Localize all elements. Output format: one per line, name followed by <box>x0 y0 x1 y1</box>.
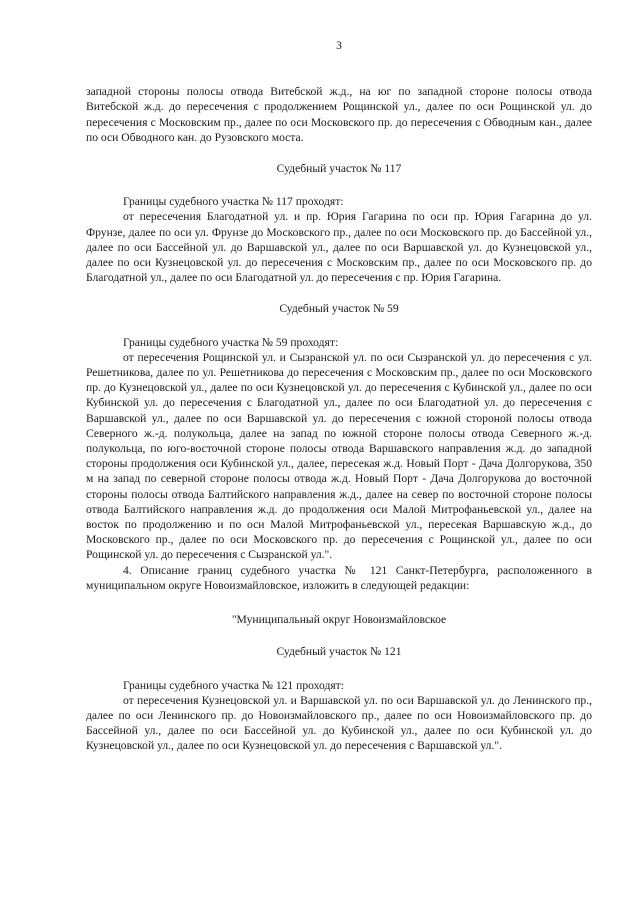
section-117-heading: Судебный участок № 117 <box>276 162 402 176</box>
document-page <box>86 38 592 754</box>
section-121-body: от пересечения Кузнецовской ул. и Варшавской ул. по оси Варшавской ул. до Ленинского пр., далее по оси Ленинского пр. до Новоизмайловского пр., далее по оси Новоизмайловского пр. до Бассейной ул., далее по оси Бассейной ул. до Кубинской ул., далее по оси Кубинской ул. до Кузнецовской ул., далее по оси Кузнецовской ул. до пересечения с Варшавской ул.". <box>86 693 592 753</box>
section-117-body: от пересечения Благодатной ул. и пр. Юрия Гагарина по оси пр. Юрия Гагарина до ул. Фрунзе, далее по оси ул. Фрунзе до Московского пр., далее по оси Московского пр. до Бассейной ул., далее по оси Бассейной ул. до Варшавской ул., далее по оси Варшавской ул. до Кузнецовской ул., далее по оси Кузнецовской ул. до пересечения с Московским пр., далее по оси Московского пр. до Благодатной ул., далее по оси Благодатной ул. до пересечения с пр. Юрия Гагарина. <box>86 210 592 285</box>
section-121-heading: Судебный участок № 121 <box>276 645 402 659</box>
page-number: 3 <box>336 39 342 52</box>
district-heading: "Муниципальный округ Новоизмайловское <box>231 613 447 627</box>
section-59-lead: Границы судебного участка № 59 проходят: <box>123 335 339 349</box>
section-117-lead: Границы судебного участка № 117 проходят: <box>123 195 344 209</box>
item-4-paragraph: 4. Описание границ судебного участка № 121 Санкт-Петербурга, расположенного в муниципальном округе Новоизмайловское, изложить в следующей редакции: <box>86 563 592 592</box>
section-121-lead: Границы судебного участка № 121 проходят: <box>123 678 344 692</box>
section-59-heading: Судебный участок № 59 <box>279 302 399 316</box>
section-59-body: от пересечения Рощинской ул. и Сызранской ул. по оси Сызранской ул. до пересечения с ул. Решетникова, далее по ул. Решетникова до пересечения с Московским пр., далее по оси Московского пр. до Кузнецовской ул., далее по оси Кузнецовской ул. до пересечения с Кубинской ул., далее по оси Кубинской ул. до пересечения с Благодатной ул., далее по оси Благодатной ул. до пересечения с Варшавской ул., далее по оси Варшавской ул. до пересечения с южной стороной полосы отвода Северного ж.-д. полукольца, далее на запад по южной стороне полосы отвода Северного ж.-д. полукольца, по юго-восточной стороне полосы отвода Варшавского направления ж.д. до западной стороны продолжения оси Кубинской ул., далее, пересекая ж.д. Новый Порт - Дача Долгорукова, 350 м на запад по северной стороне полосы отвода ж.д. Новый Порт - Дача Долгорукова до восточной стороны полосы отвода Балтийского направления ж.д., далее на север по восточной стороне полосы отвода Балтийского направления ж.д. до продолжения оси Малой Митрофаньевской ул., далее на восток по продолжению и по оси Малой Митрофаньевской ул., пересекая Варшавскую ж.д., до Московского пр., далее по оси Московского пр. до пересечения с Рощинской ул., далее по оси Рощинской ул. до пересечения с Сызранской ул.". <box>86 350 592 562</box>
intro-paragraph: западной стороны полосы отвода Витебской ж.д., на юг по западной стороне полосы отвода Витебской ж.д. до пересечения с продолжением Рощинской ул., далее по оси Рощинской ул. до пересечения с Московским пр., далее по оси Московского пр. до пересечения с Обводным кан., далее по оси Обводного кан. до Рузовского моста. <box>86 85 592 144</box>
